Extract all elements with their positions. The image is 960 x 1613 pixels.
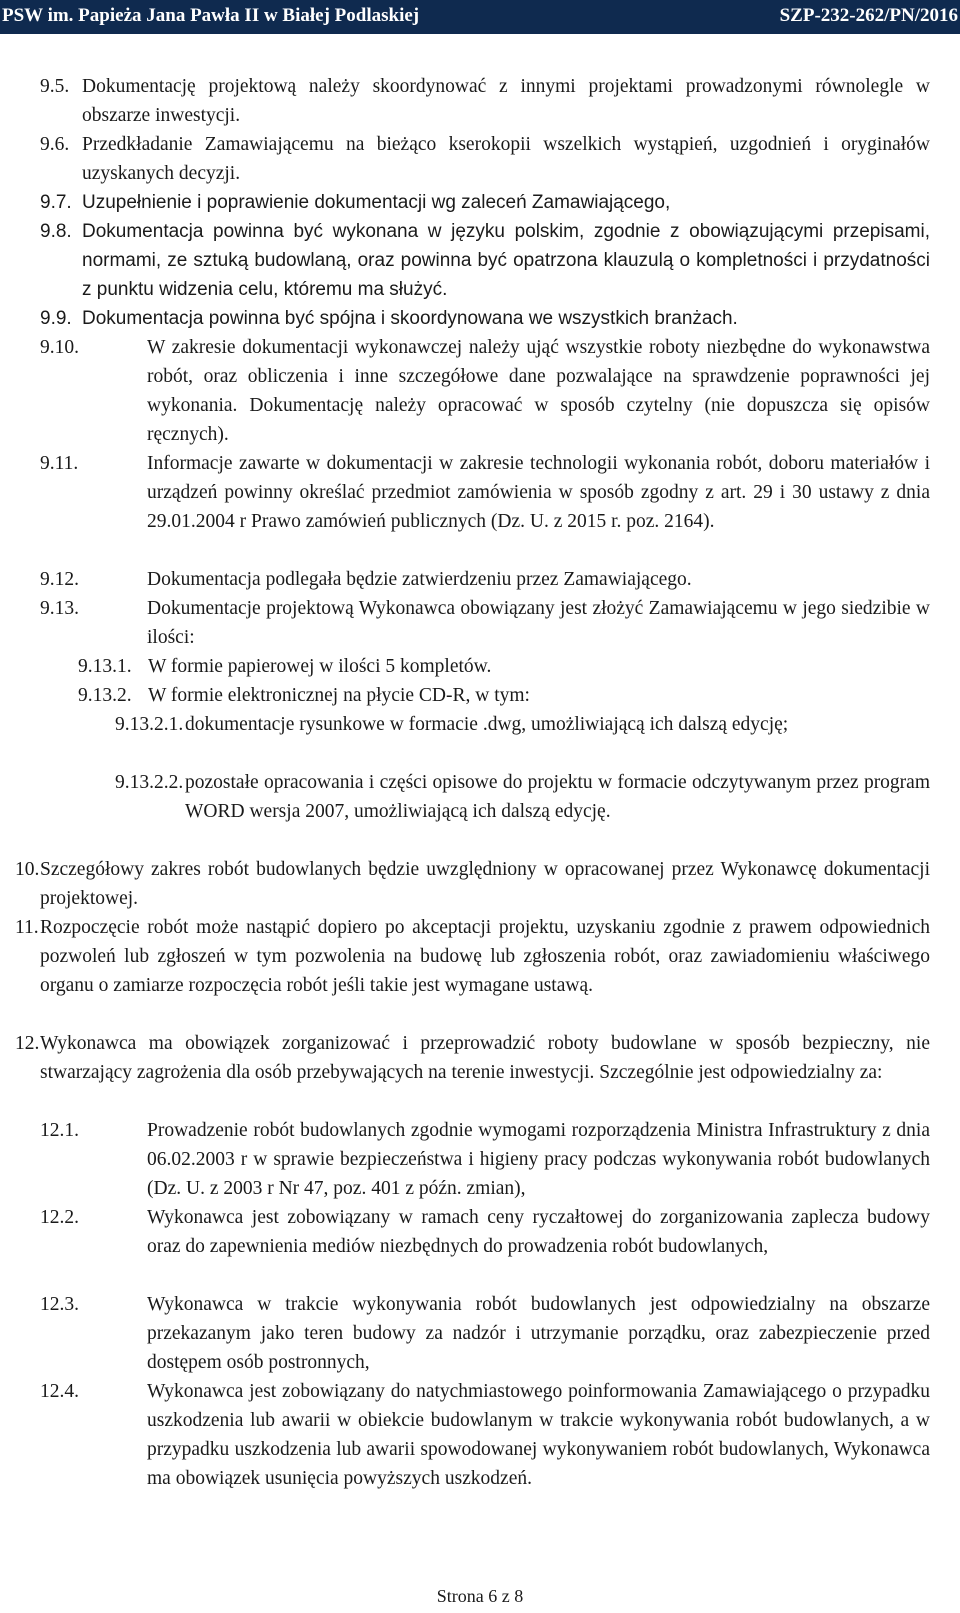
list-item-9-6 (40, 130, 930, 188)
list-item-9-11 (40, 449, 930, 536)
item-text: Dokumentacja powinna być wykonana w języku polskim, zgodnie z obowiązującymi przepisami, normami, ze sztuką budowlaną, oraz powinna być opatrzona klauzulą o kompletności i przydatności z punktu widzenia celu, któremu ma służyć. (82, 221, 930, 300)
item-text: dokumentacje rysunkowe w formacie .dwg, umożliwiającą ich dalszą edycję; (185, 714, 789, 735)
item-text: W formie elektronicznej na płycie CD-R, w tym: (148, 685, 530, 706)
item-text: Wykonawca ma obowiązek zorganizować i przeprowadzić roboty budowlane w sposób bezpieczny, nie stwarzający zagrożenia dla osób przebywających na terenie inwestycji. Szczególnie jest odpowiedzialny za: (40, 1033, 930, 1083)
item-number: 9.13.2.1. (115, 714, 184, 735)
item-text: W formie papierowej w ilości 5 kompletów. (148, 656, 492, 677)
item-number: 9.7. (40, 192, 72, 213)
item-text: Uzupełnienie i poprawienie dokumentacji wg zaleceń Zamawiającego, (82, 192, 671, 213)
item-text: Rozpoczęcie robót może nastąpić dopiero po akceptacji projektu, uzyskaniu zgodnie z prawem odpowiednich pozwoleń lub zgłoszeń w tym pozwolenia na budowę lub zgłoszenia robót, oraz zawiadomieniu właściwego organu o zamiarze rozpoczęcia robót jeśli takie jest wymagane ustawą. (40, 917, 930, 996)
item-text: Przedkładanie Zamawiającemu na bieżąco kserokopii wszelkich wystąpień, uzgodnień i oryginałów uzyskanych decyzji. (82, 134, 930, 184)
item-number: 9.10. (40, 337, 79, 358)
list-item-11 (15, 913, 930, 1000)
item-text: Wykonawca jest zobowiązany do natychmiastowego poinformowania Zamawiającego o przypadku uszkodzenia lub awarii w obiekcie budowlanym w trakcie wykonywania robót budowlanych, a w przypadku uszkodzenia lub awarii spowodowanej wykonywaniem robót budowlanych, Wykonawca ma obowiązek usunięcia powyższych uszkodzeń. (147, 1381, 930, 1489)
item-number: 9.13. (40, 598, 79, 619)
list-item-12-4 (40, 1377, 930, 1493)
item-text: Szczegółowy zakres robót budowlanych będzie uwzględniony w opracowanej przez Wykonawcę dokumentacji projektowej. (40, 859, 930, 909)
list-item-9-13-2-1 (115, 710, 930, 739)
item-text: Wykonawca w trakcie wykonywania robót budowlanych jest odpowiedzialny na obszarze przekazanym jako teren budowy za nadzór i utrzymanie porządku, oraz zabezpieczenie przed dostępem osób postronnych, (147, 1294, 930, 1373)
list-item-9-13 (40, 594, 930, 652)
item-number: 9.6. (40, 134, 70, 155)
item-number: 9.13.2. (78, 685, 132, 706)
list-item-12-1 (40, 1116, 930, 1203)
list-item-9-13-1 (78, 652, 930, 681)
item-number: 12.3. (40, 1294, 79, 1315)
item-text: W zakresie dokumentacji wykonawczej należy ująć wszystkie roboty niezbędne do wykonawstwa robót, oraz obliczenia i inne szczegółowe dane pozwalające na sprawdzenie poprawności jej wykonania. Dokumentację należy opracować w sposób czytelny (nie dopuszcza się opisów ręcznych). (147, 337, 930, 445)
item-number: 11. (15, 917, 39, 938)
list-item-12 (15, 1029, 930, 1087)
item-number: 9.13.1. (78, 656, 132, 677)
list-item-12-2 (40, 1203, 930, 1261)
header-reference-number: SZP-232-262/PN/2016 (779, 5, 958, 26)
list-item-9-13-2 (78, 681, 930, 710)
page-number: Strona 6 z 8 (436, 1586, 524, 1606)
item-number: 9.8. (40, 221, 72, 242)
item-number: 9.12. (40, 569, 79, 590)
list-item-9-9 (40, 304, 930, 333)
list-item-12-3 (40, 1290, 930, 1377)
list-item-9-10 (40, 333, 930, 449)
item-text: Dokumentacja podlegała będzie zatwierdzeniu przez Zamawiającego. (147, 569, 692, 590)
list-item-9-13-2-2 (115, 768, 930, 826)
list-item-9-8 (40, 217, 930, 304)
document-header (0, 0, 960, 34)
item-number: 12.4. (40, 1381, 79, 1402)
item-number: 9.11. (40, 453, 79, 474)
list-item-10 (15, 855, 930, 913)
item-number: 12.1. (40, 1120, 79, 1141)
item-text: Wykonawca jest zobowiązany w ramach ceny ryczałtowej do zorganizowania zaplecza budowy oraz do zapewnienia mediów niezbędnych do prowadzenia robót budowlanych, (147, 1207, 930, 1257)
item-text: Dokumentację projektową należy skoordynować z innymi projektami prowadzonymi równolegle w obszarze inwestycji. (82, 76, 930, 126)
item-number: 9.9. (40, 308, 72, 329)
item-text: pozostałe opracowania i części opisowe do projektu w formacie odczytywanym przez program WORD wersja 2007, umożliwiającą ich dalszą edycję. (185, 772, 930, 822)
list-item-9-7 (40, 188, 930, 217)
item-number: 10. (15, 859, 40, 880)
item-number: 9.13.2.2. (115, 772, 184, 793)
item-number: 9.5. (40, 76, 70, 97)
item-number: 12. (15, 1033, 40, 1054)
header-institution: PSW im. Papieża Jana Pawła II w Białej Podlaskiej (2, 5, 420, 26)
list-item-9-12 (40, 565, 930, 594)
item-number: 12.2. (40, 1207, 79, 1228)
item-text: Informacje zawarte w dokumentacji w zakresie technologii wykonania robót, doboru materiałów i urządzeń powinny określać przedmiot zamówienia w sposób zgodny z art. 29 i 30 ustawy z dnia 29.01.2004 r Prawo zamówień publicznych (Dz. U. z 2015 r. poz. 2164). (147, 453, 930, 532)
item-text: Dokumentacja powinna być spójna i skoordynowana we wszystkich branżach. (82, 308, 738, 329)
item-text: Prowadzenie robót budowlanych zgodnie wymogami rozporządzenia Ministra Infrastruktury z dnia 06.02.2003 r w sprawie bezpieczeństwa i higieny pracy podczas wykonywania robót budowlanych (Dz. U. z 2003 r Nr 47, poz. 401 z późn. zmian), (147, 1120, 930, 1199)
item-text: Dokumentacje projektową Wykonawca obowiązany jest złożyć Zamawiającemu w jego siedzibie w ilości: (147, 598, 930, 648)
list-item-9-5 (40, 72, 930, 130)
